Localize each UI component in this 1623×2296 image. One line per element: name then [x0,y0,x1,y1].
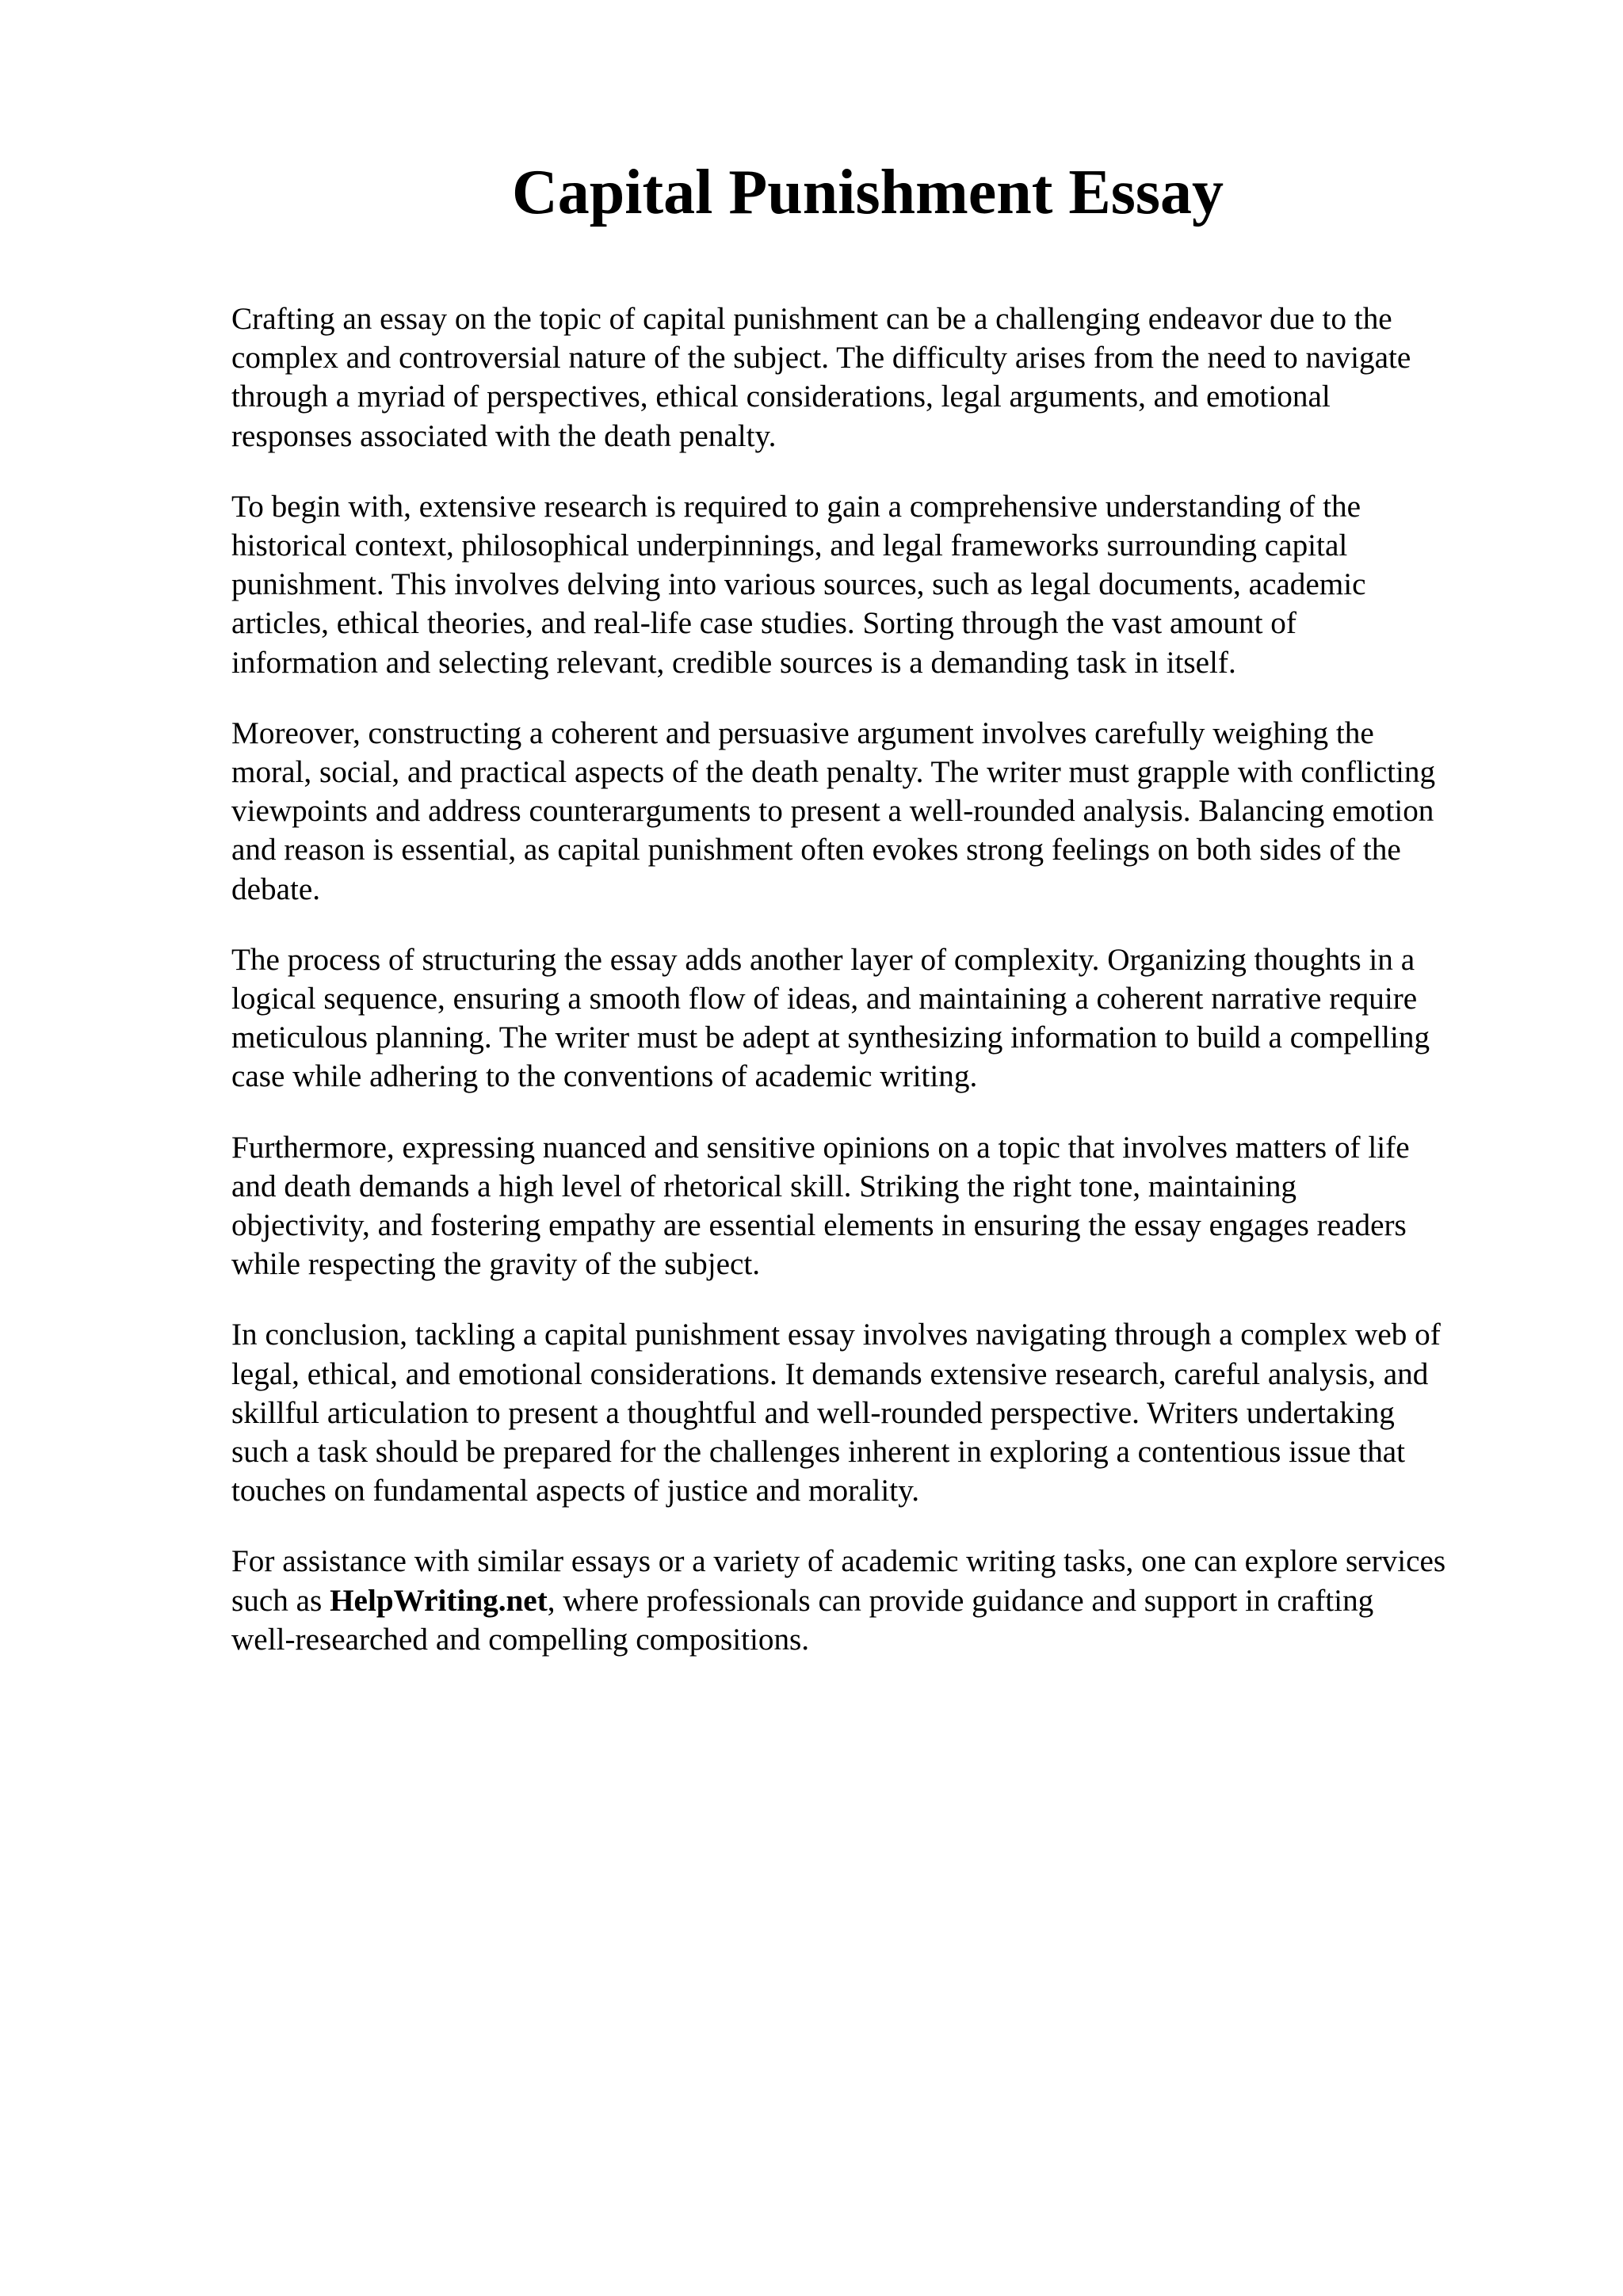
paragraph-1 [231,299,1539,456]
text-line: and reason is essential, as capital punishment often evokes strong feelings on both sides of the [231,833,1401,868]
text-line: legal, ethical, and emotional considerations. It demands extensive research, careful analysis, and [231,1356,1429,1391]
text-line: articles, ethical theories, and real-life case studies. Sorting through the vast amount of [231,606,1296,641]
text-line: information and selecting relevant, credible sources is a demanding task in itself. [231,645,1236,680]
text-line: To begin with, extensive research is required to gain a comprehensive understanding of the [231,489,1361,524]
text-line: logical sequence, ensuring a smooth flow of ideas, and maintaining a coherent narrative require [231,982,1418,1016]
text-line: Furthermore, expressing nuanced and sensitive opinions on a topic that involves matters of life [231,1130,1410,1165]
text-line: historical context, philosophical underpinnings, and legal frameworks surrounding capital [231,528,1348,563]
paragraph-4 [231,940,1539,1097]
paragraph-5 [231,1128,1539,1284]
text-line: skillful articulation to present a thoughtful and well-rounded perspective. Writers undertaking [231,1395,1395,1430]
text-line: while respecting the gravity of the subject. [231,1247,761,1282]
text-line: complex and controversial nature of the subject. The difficulty arises from the need to navigate [231,341,1411,376]
text-line: through a myriad of perspectives, ethical considerations, legal arguments, and emotional [231,379,1331,414]
text-line: case while adhering to the conventions of academic writing. [231,1059,978,1094]
text-line: debate. [231,871,321,906]
text-line: and death demands a high level of rhetorical skill. Striking the right tone, maintaining [231,1169,1297,1203]
text-line: such a task should be prepared for the challenges inherent in exploring a contentious issue that [231,1435,1406,1470]
closing-paragraph [231,1542,1539,1659]
text-line: Moreover, constructing a coherent and persuasive argument involves carefully weighing the [231,715,1374,750]
page-title: Capital Punishment Essay [512,158,1224,227]
text-line: Crafting an essay on the topic of capital punishment can be a challenging endeavor due to the [231,302,1392,336]
paragraph-3 [231,714,1539,909]
text-line: objectivity, and fostering empathy are essential elements in ensuring the essay engages readers [231,1208,1407,1243]
text-line: For assistance with similar essays or a variety of academic writing tasks, one can explore services [231,1544,1446,1579]
text-line: In conclusion, tackling a capital punishment essay involves navigating through a complex web of [231,1318,1441,1352]
essay-body [231,299,1539,1691]
text-segment: such as [231,1583,330,1618]
text-line: touches on fundamental aspects of justice and morality. [231,1474,920,1508]
text-line: moral, social, and practical aspects of the death penalty. The writer must grapple with conflicting [231,755,1436,790]
text-line: viewpoints and address counterarguments to present a well-rounded analysis. Balancing emotion [231,794,1434,829]
paragraph-2 [231,487,1539,682]
text-line: responses associated with the death penalty. [231,418,777,453]
text-line: The process of structuring the essay adds another layer of complexity. Organizing thoughts in a [231,942,1415,977]
helpwriting-link[interactable]: HelpWriting.net [330,1583,548,1618]
text-segment: , where professionals can provide guidance and support in crafting [547,1583,1374,1618]
text-line: meticulous planning. The writer must be adept at synthesizing information to build a compelling [231,1020,1430,1055]
text-line-with-link [231,1581,1539,1620]
text-line: well-researched and compelling compositions. [231,1622,810,1657]
text-line: punishment. This involves delving into various sources, such as legal documents, academic [231,567,1366,602]
paragraph-6 [231,1315,1539,1510]
